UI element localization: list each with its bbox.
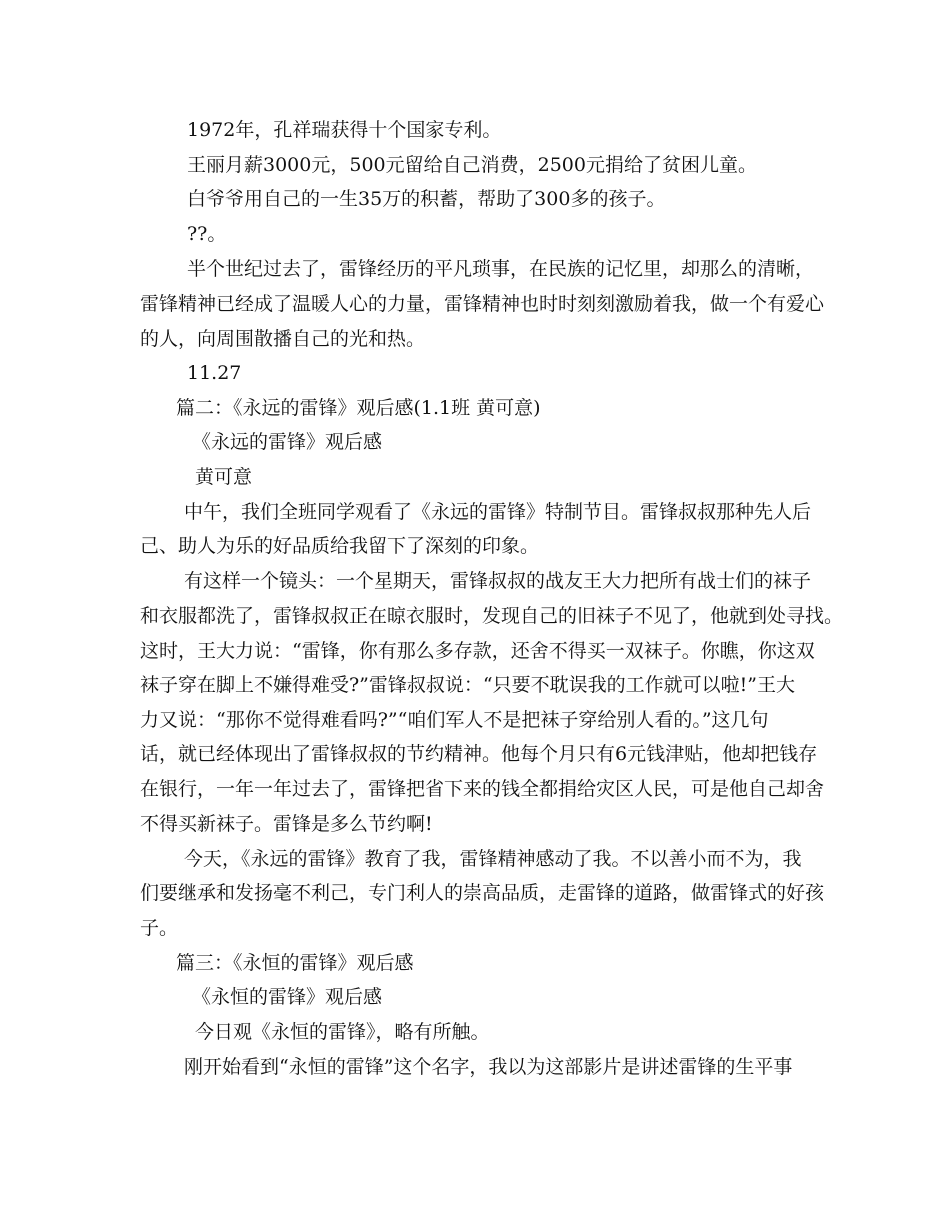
paragraph-line: 和衣服都洗了，雷锋叔叔正在晾衣服时，发现自己的旧袜子不见了，他就到处寻找。 bbox=[140, 605, 844, 627]
paragraph-line: 今天，《永远的雷锋》教育了我，雷锋精神感动了我。不以善小而不为，我 bbox=[184, 848, 802, 870]
paragraph-line: 话，就已经体现出了雷锋叔叔的节约精神。他每个月只有6元钱津贴，他却把钱存 bbox=[140, 743, 818, 765]
paragraph-line: 今日观《永恒的雷锋》，略有所触。 bbox=[195, 1021, 490, 1043]
paragraph-line: 们要继承和发扬毫不利己，专门利人的崇高品质，走雷锋的道路，做雷锋式的好孩 bbox=[140, 882, 825, 904]
paragraph-line: 在银行，一年一年过去了，雷锋把省下来的钱全都捐给灾区人民，可是他自己却舍 bbox=[140, 778, 825, 800]
paragraph-line: 不得买新袜子。雷锋是多么节约啊! bbox=[140, 813, 433, 835]
paragraph-line: 中午，我们全班同学观看了《永远的雷锋》特制节目。雷锋叔叔那种先人后 bbox=[184, 501, 812, 523]
date-line: 11.27 bbox=[187, 362, 242, 384]
paragraph-line: 子。 bbox=[140, 917, 179, 939]
paragraph-line: ??。 bbox=[187, 223, 227, 245]
paragraph-line: 王丽月薪3000元，500元留给自己消费，2500元捐给了贫困儿童。 bbox=[187, 154, 757, 176]
section-heading: 篇三：《永恒的雷锋》观后感 bbox=[176, 952, 414, 974]
paragraph-line: 袜子穿在脚上不嫌得难受?”雷锋叔叔说：“只要不耽误我的工作就可以啦!”王大 bbox=[140, 674, 795, 696]
paragraph-line: 力又说：“那你不觉得难看吗?”“咱们军人不是把袜子穿给别人看的。”这几句 bbox=[140, 709, 769, 731]
paragraph-line: 的人，向周围散播自己的光和热。 bbox=[140, 328, 426, 350]
paragraph-line: 半个世纪过去了，雷锋经历的平凡琐事，在民族的记忆里，却那么的清晰， bbox=[187, 258, 815, 280]
essay-title: 《永恒的雷锋》观后感 bbox=[192, 986, 383, 1008]
paragraph-line: 己、助人为乐的好品质给我留下了深刻的印象。 bbox=[140, 535, 540, 557]
paragraph-line: 有这样一个镜头：一个星期天，雷锋叔叔的战友王大力把所有战士们的袜子 bbox=[184, 570, 812, 592]
author-name: 黄可意 bbox=[195, 466, 253, 488]
paragraph-line: 白爷爷用自己的一生35万的积蓄，帮助了300多的孩子。 bbox=[187, 188, 666, 210]
paragraph-line: 1972年，孔祥瑞获得十个国家专利。 bbox=[187, 119, 502, 141]
paragraph-line: 雷锋精神已经成了温暖人心的力量，雷锋精神也时时刻刻激励着我，做一个有爱心 bbox=[140, 293, 825, 315]
section-heading: 篇二：《永远的雷锋》观后感(1.1班 黄可意) bbox=[176, 397, 541, 419]
paragraph-line: 这时，王大力说：“雷锋，你有那么多存款，还舍不得买一双袜子。你瞧，你这双 bbox=[140, 640, 815, 662]
essay-title: 《永远的雷锋》观后感 bbox=[192, 431, 383, 453]
paragraph-line: 刚开始看到“永恒的雷锋”这个名字，我以为这部影片是讲述雷锋的生平事 bbox=[184, 1056, 793, 1078]
